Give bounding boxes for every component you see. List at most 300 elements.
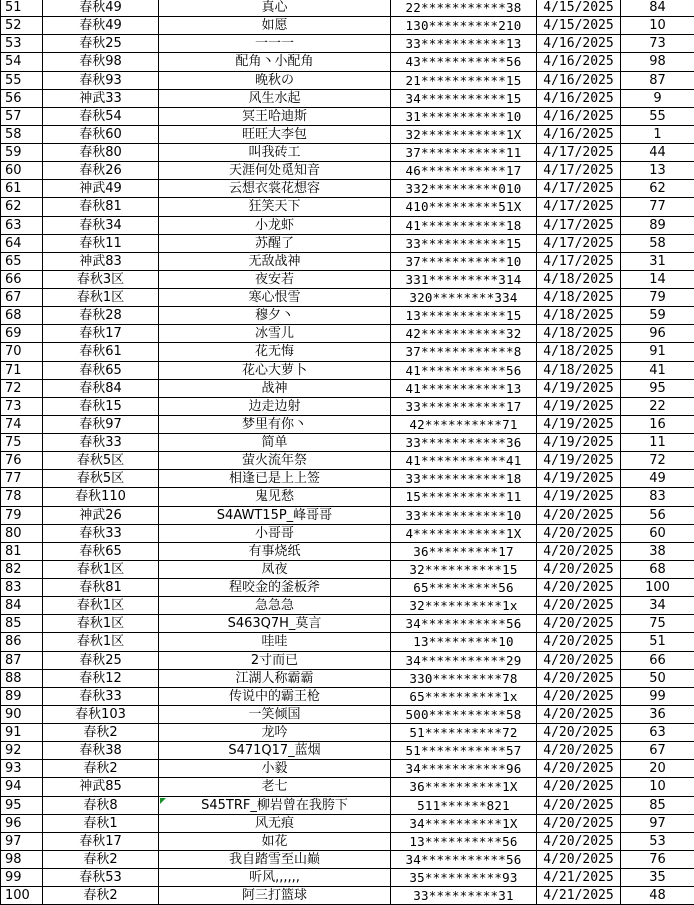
masked-id-cell[interactable]: 65*********56 bbox=[391, 579, 537, 597]
player-name-cell[interactable]: 老七 bbox=[159, 778, 391, 796]
score-cell[interactable]: 66 bbox=[621, 651, 694, 669]
player-name-cell[interactable]: 云想衣裳花想容 bbox=[159, 180, 391, 198]
row-number-cell[interactable]: 77 bbox=[1, 470, 43, 488]
player-name-cell[interactable]: 花心大萝卜 bbox=[159, 361, 391, 379]
player-name-cell[interactable]: 风无痕 bbox=[159, 814, 391, 832]
date-cell[interactable]: 4/19/2025 bbox=[537, 488, 621, 506]
score-cell[interactable]: 87 bbox=[621, 71, 694, 89]
player-name-cell[interactable]: 天涯何处觅知音 bbox=[159, 162, 391, 180]
score-cell[interactable]: 48 bbox=[621, 887, 694, 905]
date-cell[interactable]: 4/20/2025 bbox=[537, 669, 621, 687]
row-number-cell[interactable]: 93 bbox=[1, 760, 43, 778]
date-cell[interactable]: 4/18/2025 bbox=[537, 307, 621, 325]
server-zone-cell[interactable]: 春秋65 bbox=[43, 542, 159, 560]
server-zone-cell[interactable]: 春秋1区 bbox=[43, 597, 159, 615]
date-cell[interactable]: 4/17/2025 bbox=[537, 198, 621, 216]
row-number-cell[interactable]: 81 bbox=[1, 542, 43, 560]
player-name-cell[interactable]: 花无悔 bbox=[159, 343, 391, 361]
server-zone-cell[interactable]: 春秋34 bbox=[43, 216, 159, 234]
score-cell[interactable]: 16 bbox=[621, 415, 694, 433]
player-name-cell[interactable]: 真心 bbox=[159, 0, 391, 17]
date-cell[interactable]: 4/20/2025 bbox=[537, 778, 621, 796]
server-zone-cell[interactable]: 神武33 bbox=[43, 89, 159, 107]
server-zone-cell[interactable]: 春秋53 bbox=[43, 869, 159, 887]
score-cell[interactable]: 59 bbox=[621, 307, 694, 325]
server-zone-cell[interactable]: 春秋5区 bbox=[43, 470, 159, 488]
row-number-cell[interactable]: 72 bbox=[1, 379, 43, 397]
masked-id-cell[interactable]: 42***********32 bbox=[391, 325, 537, 343]
score-cell[interactable]: 13 bbox=[621, 162, 694, 180]
date-cell[interactable]: 4/18/2025 bbox=[537, 343, 621, 361]
date-cell[interactable]: 4/16/2025 bbox=[537, 107, 621, 125]
row-number-cell[interactable]: 70 bbox=[1, 343, 43, 361]
masked-id-cell[interactable]: 32**********15 bbox=[391, 560, 537, 578]
date-cell[interactable]: 4/17/2025 bbox=[537, 162, 621, 180]
row-number-cell[interactable]: 89 bbox=[1, 687, 43, 705]
player-name-cell[interactable]: 急急急 bbox=[159, 597, 391, 615]
row-number-cell[interactable]: 85 bbox=[1, 615, 43, 633]
score-cell[interactable]: 11 bbox=[621, 434, 694, 452]
score-cell[interactable]: 79 bbox=[621, 289, 694, 307]
date-cell[interactable]: 4/20/2025 bbox=[537, 542, 621, 560]
score-cell[interactable]: 98 bbox=[621, 53, 694, 71]
date-cell[interactable]: 4/20/2025 bbox=[537, 651, 621, 669]
masked-id-cell[interactable]: 13*********10 bbox=[391, 633, 537, 651]
row-number-cell[interactable]: 67 bbox=[1, 289, 43, 307]
score-cell[interactable]: 99 bbox=[621, 687, 694, 705]
date-cell[interactable]: 4/16/2025 bbox=[537, 53, 621, 71]
score-cell[interactable]: 14 bbox=[621, 270, 694, 288]
player-name-cell[interactable]: 阿三打篮球 bbox=[159, 887, 391, 905]
masked-id-cell[interactable]: 34***********29 bbox=[391, 651, 537, 669]
row-number-cell[interactable]: 52 bbox=[1, 17, 43, 35]
player-name-cell[interactable]: 战神 bbox=[159, 379, 391, 397]
score-cell[interactable]: 84 bbox=[621, 0, 694, 17]
row-number-cell[interactable]: 53 bbox=[1, 35, 43, 53]
server-zone-cell[interactable]: 春秋28 bbox=[43, 307, 159, 325]
row-number-cell[interactable]: 83 bbox=[1, 579, 43, 597]
masked-id-cell[interactable]: 65**********1x bbox=[391, 687, 537, 705]
score-cell[interactable]: 83 bbox=[621, 488, 694, 506]
server-zone-cell[interactable]: 春秋1区 bbox=[43, 615, 159, 633]
server-zone-cell[interactable]: 春秋26 bbox=[43, 162, 159, 180]
masked-id-cell[interactable]: 41***********56 bbox=[391, 361, 537, 379]
server-zone-cell[interactable]: 春秋12 bbox=[43, 669, 159, 687]
player-name-cell[interactable]: 狂笑天下 bbox=[159, 198, 391, 216]
score-cell[interactable]: 58 bbox=[621, 234, 694, 252]
player-name-cell[interactable]: 夜安若 bbox=[159, 270, 391, 288]
date-cell[interactable]: 4/19/2025 bbox=[537, 379, 621, 397]
date-cell[interactable]: 4/19/2025 bbox=[537, 452, 621, 470]
score-cell[interactable]: 85 bbox=[621, 796, 694, 814]
date-cell[interactable]: 4/21/2025 bbox=[537, 887, 621, 905]
row-number-cell[interactable]: 61 bbox=[1, 180, 43, 198]
masked-id-cell[interactable]: 37***********11 bbox=[391, 144, 537, 162]
player-name-cell[interactable]: 风生水起 bbox=[159, 89, 391, 107]
score-cell[interactable]: 55 bbox=[621, 107, 694, 125]
masked-id-cell[interactable]: 36*********17 bbox=[391, 542, 537, 560]
server-zone-cell[interactable]: 春秋2 bbox=[43, 850, 159, 868]
server-zone-cell[interactable]: 春秋1区 bbox=[43, 633, 159, 651]
masked-id-cell[interactable]: 15***********11 bbox=[391, 488, 537, 506]
date-cell[interactable]: 4/20/2025 bbox=[537, 579, 621, 597]
player-name-cell[interactable]: 程咬金的釜板斧 bbox=[159, 579, 391, 597]
masked-id-cell[interactable]: 37***********10 bbox=[391, 252, 537, 270]
date-cell[interactable]: 4/15/2025 bbox=[537, 17, 621, 35]
masked-id-cell[interactable]: 34**********1X bbox=[391, 814, 537, 832]
date-cell[interactable]: 4/20/2025 bbox=[537, 524, 621, 542]
row-number-cell[interactable]: 96 bbox=[1, 814, 43, 832]
date-cell[interactable]: 4/18/2025 bbox=[537, 325, 621, 343]
score-cell[interactable]: 9 bbox=[621, 89, 694, 107]
player-name-cell[interactable]: 晚秋の bbox=[159, 71, 391, 89]
score-cell[interactable]: 49 bbox=[621, 470, 694, 488]
date-cell[interactable]: 4/17/2025 bbox=[537, 216, 621, 234]
row-number-cell[interactable]: 88 bbox=[1, 669, 43, 687]
masked-id-cell[interactable]: 34***********15 bbox=[391, 89, 537, 107]
masked-id-cell[interactable]: 33***********36 bbox=[391, 434, 537, 452]
server-zone-cell[interactable]: 春秋33 bbox=[43, 434, 159, 452]
masked-id-cell[interactable]: 32***********1X bbox=[391, 125, 537, 143]
row-number-cell[interactable]: 95 bbox=[1, 796, 43, 814]
score-cell[interactable]: 100 bbox=[621, 579, 694, 597]
row-number-cell[interactable]: 51 bbox=[1, 0, 43, 17]
server-zone-cell[interactable]: 春秋38 bbox=[43, 742, 159, 760]
row-number-cell[interactable]: 87 bbox=[1, 651, 43, 669]
masked-id-cell[interactable]: 33*********31 bbox=[391, 887, 537, 905]
score-cell[interactable]: 67 bbox=[621, 742, 694, 760]
player-name-cell[interactable]: 萤火流年祭 bbox=[159, 452, 391, 470]
date-cell[interactable]: 4/17/2025 bbox=[537, 252, 621, 270]
date-cell[interactable]: 4/20/2025 bbox=[537, 760, 621, 778]
row-number-cell[interactable]: 58 bbox=[1, 125, 43, 143]
row-number-cell[interactable]: 57 bbox=[1, 107, 43, 125]
player-name-cell[interactable]: 听风,,,,,, bbox=[159, 869, 391, 887]
score-cell[interactable]: 72 bbox=[621, 452, 694, 470]
player-name-cell[interactable]: 如花 bbox=[159, 832, 391, 850]
date-cell[interactable]: 4/20/2025 bbox=[537, 597, 621, 615]
player-name-cell[interactable]: 小龙虾 bbox=[159, 216, 391, 234]
row-number-cell[interactable]: 74 bbox=[1, 415, 43, 433]
row-number-cell[interactable]: 99 bbox=[1, 869, 43, 887]
player-name-cell[interactable]: 一一一 bbox=[159, 35, 391, 53]
score-cell[interactable]: 56 bbox=[621, 506, 694, 524]
date-cell[interactable]: 4/20/2025 bbox=[537, 705, 621, 723]
date-cell[interactable]: 4/18/2025 bbox=[537, 270, 621, 288]
row-number-cell[interactable]: 82 bbox=[1, 560, 43, 578]
player-name-cell[interactable]: 冥王哈迪斯 bbox=[159, 107, 391, 125]
date-cell[interactable]: 4/20/2025 bbox=[537, 615, 621, 633]
row-number-cell[interactable]: 69 bbox=[1, 325, 43, 343]
masked-id-cell[interactable]: 21***********15 bbox=[391, 71, 537, 89]
row-number-cell[interactable]: 79 bbox=[1, 506, 43, 524]
masked-id-cell[interactable]: 13**********56 bbox=[391, 832, 537, 850]
row-number-cell[interactable]: 94 bbox=[1, 778, 43, 796]
server-zone-cell[interactable]: 春秋1区 bbox=[43, 560, 159, 578]
server-zone-cell[interactable]: 春秋25 bbox=[43, 651, 159, 669]
score-cell[interactable]: 34 bbox=[621, 597, 694, 615]
server-zone-cell[interactable]: 春秋97 bbox=[43, 415, 159, 433]
server-zone-cell[interactable]: 春秋3区 bbox=[43, 270, 159, 288]
date-cell[interactable]: 4/19/2025 bbox=[537, 434, 621, 452]
score-cell[interactable]: 38 bbox=[621, 542, 694, 560]
score-cell[interactable]: 91 bbox=[621, 343, 694, 361]
player-name-cell[interactable]: 苏醒了 bbox=[159, 234, 391, 252]
player-name-cell[interactable]: 穆夕丶 bbox=[159, 307, 391, 325]
player-name-cell[interactable]: 龙吟 bbox=[159, 724, 391, 742]
server-zone-cell[interactable]: 春秋65 bbox=[43, 361, 159, 379]
server-zone-cell[interactable]: 神武83 bbox=[43, 252, 159, 270]
player-name-cell[interactable]: 如愿 bbox=[159, 17, 391, 35]
server-zone-cell[interactable]: 春秋33 bbox=[43, 524, 159, 542]
player-name-cell[interactable]: 梦里有你丶 bbox=[159, 415, 391, 433]
score-cell[interactable]: 36 bbox=[621, 705, 694, 723]
score-cell[interactable]: 1 bbox=[621, 125, 694, 143]
server-zone-cell[interactable]: 春秋60 bbox=[43, 125, 159, 143]
score-cell[interactable]: 51 bbox=[621, 633, 694, 651]
server-zone-cell[interactable]: 神武49 bbox=[43, 180, 159, 198]
date-cell[interactable]: 4/19/2025 bbox=[537, 397, 621, 415]
server-zone-cell[interactable]: 春秋1 bbox=[43, 814, 159, 832]
date-cell[interactable]: 4/20/2025 bbox=[537, 560, 621, 578]
score-cell[interactable]: 44 bbox=[621, 144, 694, 162]
masked-id-cell[interactable]: 33***********13 bbox=[391, 35, 537, 53]
player-name-cell[interactable]: 一笑倾国 bbox=[159, 705, 391, 723]
server-zone-cell[interactable]: 春秋2 bbox=[43, 760, 159, 778]
date-cell[interactable]: 4/20/2025 bbox=[537, 796, 621, 814]
score-cell[interactable]: 77 bbox=[621, 198, 694, 216]
server-zone-cell[interactable]: 春秋49 bbox=[43, 17, 159, 35]
server-zone-cell[interactable]: 神武26 bbox=[43, 506, 159, 524]
score-cell[interactable]: 60 bbox=[621, 524, 694, 542]
score-cell[interactable]: 73 bbox=[621, 35, 694, 53]
masked-id-cell[interactable]: 33***********17 bbox=[391, 397, 537, 415]
score-cell[interactable]: 68 bbox=[621, 560, 694, 578]
masked-id-cell[interactable]: 500**********58 bbox=[391, 705, 537, 723]
player-name-cell[interactable]: S45TRF_柳岩曾在我胯下 bbox=[159, 796, 391, 814]
row-number-cell[interactable]: 100 bbox=[1, 887, 43, 905]
masked-id-cell[interactable]: 35**********93 bbox=[391, 869, 537, 887]
server-zone-cell[interactable]: 春秋54 bbox=[43, 107, 159, 125]
date-cell[interactable]: 4/17/2025 bbox=[537, 144, 621, 162]
row-number-cell[interactable]: 60 bbox=[1, 162, 43, 180]
masked-id-cell[interactable]: 33***********18 bbox=[391, 470, 537, 488]
player-name-cell[interactable]: 配角丶小配角 bbox=[159, 53, 391, 71]
score-cell[interactable]: 53 bbox=[621, 832, 694, 850]
row-number-cell[interactable]: 76 bbox=[1, 452, 43, 470]
masked-id-cell[interactable]: 34***********56 bbox=[391, 850, 537, 868]
date-cell[interactable]: 4/20/2025 bbox=[537, 687, 621, 705]
masked-id-cell[interactable]: 31***********10 bbox=[391, 107, 537, 125]
server-zone-cell[interactable]: 春秋17 bbox=[43, 325, 159, 343]
score-cell[interactable]: 63 bbox=[621, 724, 694, 742]
player-name-cell[interactable]: S463Q7H_莫言 bbox=[159, 615, 391, 633]
player-name-cell[interactable]: 旺旺大李包 bbox=[159, 125, 391, 143]
date-cell[interactable]: 4/19/2025 bbox=[537, 415, 621, 433]
score-cell[interactable]: 10 bbox=[621, 17, 694, 35]
masked-id-cell[interactable]: 320********334 bbox=[391, 289, 537, 307]
server-zone-cell[interactable]: 春秋110 bbox=[43, 488, 159, 506]
server-zone-cell[interactable]: 春秋25 bbox=[43, 35, 159, 53]
date-cell[interactable]: 4/20/2025 bbox=[537, 742, 621, 760]
player-name-cell[interactable]: 叫我砖工 bbox=[159, 144, 391, 162]
player-name-cell[interactable]: 有事烧纸 bbox=[159, 542, 391, 560]
masked-id-cell[interactable]: 34***********56 bbox=[391, 615, 537, 633]
masked-id-cell[interactable]: 330*********78 bbox=[391, 669, 537, 687]
masked-id-cell[interactable]: 41***********41 bbox=[391, 452, 537, 470]
score-cell[interactable]: 22 bbox=[621, 397, 694, 415]
row-number-cell[interactable]: 62 bbox=[1, 198, 43, 216]
score-cell[interactable]: 96 bbox=[621, 325, 694, 343]
row-number-cell[interactable]: 56 bbox=[1, 89, 43, 107]
masked-id-cell[interactable]: 42**********71 bbox=[391, 415, 537, 433]
server-zone-cell[interactable]: 春秋2 bbox=[43, 724, 159, 742]
server-zone-cell[interactable]: 春秋15 bbox=[43, 397, 159, 415]
masked-id-cell[interactable]: 41***********13 bbox=[391, 379, 537, 397]
player-name-cell[interactable]: 凤夜 bbox=[159, 560, 391, 578]
server-zone-cell[interactable]: 春秋33 bbox=[43, 687, 159, 705]
masked-id-cell[interactable]: 4************1X bbox=[391, 524, 537, 542]
server-zone-cell[interactable]: 春秋103 bbox=[43, 705, 159, 723]
player-name-cell[interactable]: S4AWT15P_峰哥哥 bbox=[159, 506, 391, 524]
date-cell[interactable]: 4/16/2025 bbox=[537, 89, 621, 107]
date-cell[interactable]: 4/19/2025 bbox=[537, 470, 621, 488]
player-name-cell[interactable]: 无敌战神 bbox=[159, 252, 391, 270]
masked-id-cell[interactable]: 410*********51X bbox=[391, 198, 537, 216]
score-cell[interactable]: 75 bbox=[621, 615, 694, 633]
row-number-cell[interactable]: 86 bbox=[1, 633, 43, 651]
player-name-cell[interactable]: 江湖人称霸霸 bbox=[159, 669, 391, 687]
player-name-cell[interactable]: 鬼见愁 bbox=[159, 488, 391, 506]
server-zone-cell[interactable]: 春秋98 bbox=[43, 53, 159, 71]
player-name-cell[interactable]: 2寸而已 bbox=[159, 651, 391, 669]
row-number-cell[interactable]: 66 bbox=[1, 270, 43, 288]
masked-id-cell[interactable]: 41***********18 bbox=[391, 216, 537, 234]
server-zone-cell[interactable]: 春秋81 bbox=[43, 579, 159, 597]
masked-id-cell[interactable]: 46***********17 bbox=[391, 162, 537, 180]
player-name-cell[interactable]: 哇哇 bbox=[159, 633, 391, 651]
player-name-cell[interactable]: 我自踏雪至山巅 bbox=[159, 850, 391, 868]
score-cell[interactable]: 41 bbox=[621, 361, 694, 379]
date-cell[interactable]: 4/16/2025 bbox=[537, 35, 621, 53]
server-zone-cell[interactable]: 春秋80 bbox=[43, 144, 159, 162]
masked-id-cell[interactable]: 32**********1x bbox=[391, 597, 537, 615]
score-cell[interactable]: 35 bbox=[621, 869, 694, 887]
date-cell[interactable]: 4/16/2025 bbox=[537, 125, 621, 143]
score-cell[interactable]: 20 bbox=[621, 760, 694, 778]
masked-id-cell[interactable]: 37************8 bbox=[391, 343, 537, 361]
date-cell[interactable]: 4/16/2025 bbox=[537, 71, 621, 89]
player-name-cell[interactable]: S471Q17_蓝烟 bbox=[159, 742, 391, 760]
score-cell[interactable]: 31 bbox=[621, 252, 694, 270]
masked-id-cell[interactable]: 511******821 bbox=[391, 796, 537, 814]
player-name-cell[interactable]: 传说中的霸王枪 bbox=[159, 687, 391, 705]
player-name-cell[interactable]: 简单 bbox=[159, 434, 391, 452]
server-zone-cell[interactable]: 春秋93 bbox=[43, 71, 159, 89]
row-number-cell[interactable]: 73 bbox=[1, 397, 43, 415]
row-number-cell[interactable]: 84 bbox=[1, 597, 43, 615]
server-zone-cell[interactable]: 春秋84 bbox=[43, 379, 159, 397]
row-number-cell[interactable]: 97 bbox=[1, 832, 43, 850]
player-name-cell[interactable]: 冰雪儿 bbox=[159, 325, 391, 343]
date-cell[interactable]: 4/20/2025 bbox=[537, 506, 621, 524]
masked-id-cell[interactable]: 331*********314 bbox=[391, 270, 537, 288]
server-zone-cell[interactable]: 春秋8 bbox=[43, 796, 159, 814]
score-cell[interactable]: 62 bbox=[621, 180, 694, 198]
masked-id-cell[interactable]: 130*********210 bbox=[391, 17, 537, 35]
date-cell[interactable]: 4/20/2025 bbox=[537, 814, 621, 832]
masked-id-cell[interactable]: 51**********72 bbox=[391, 724, 537, 742]
date-cell[interactable]: 4/20/2025 bbox=[537, 724, 621, 742]
row-number-cell[interactable]: 64 bbox=[1, 234, 43, 252]
date-cell[interactable]: 4/18/2025 bbox=[537, 289, 621, 307]
server-zone-cell[interactable]: 春秋11 bbox=[43, 234, 159, 252]
masked-id-cell[interactable]: 36**********1X bbox=[391, 778, 537, 796]
score-cell[interactable]: 10 bbox=[621, 778, 694, 796]
date-cell[interactable]: 4/21/2025 bbox=[537, 869, 621, 887]
masked-id-cell[interactable]: 51***********57 bbox=[391, 742, 537, 760]
server-zone-cell[interactable]: 春秋49 bbox=[43, 0, 159, 17]
player-name-cell[interactable]: 小哥哥 bbox=[159, 524, 391, 542]
date-cell[interactable]: 4/17/2025 bbox=[537, 180, 621, 198]
masked-id-cell[interactable]: 332*********010 bbox=[391, 180, 537, 198]
player-name-cell[interactable]: 小毅 bbox=[159, 760, 391, 778]
date-cell[interactable]: 4/20/2025 bbox=[537, 832, 621, 850]
row-number-cell[interactable]: 78 bbox=[1, 488, 43, 506]
server-zone-cell[interactable]: 春秋1区 bbox=[43, 289, 159, 307]
row-number-cell[interactable]: 98 bbox=[1, 850, 43, 868]
date-cell[interactable]: 4/17/2025 bbox=[537, 234, 621, 252]
score-cell[interactable]: 89 bbox=[621, 216, 694, 234]
row-number-cell[interactable]: 63 bbox=[1, 216, 43, 234]
server-zone-cell[interactable]: 春秋81 bbox=[43, 198, 159, 216]
row-number-cell[interactable]: 80 bbox=[1, 524, 43, 542]
score-cell[interactable]: 50 bbox=[621, 669, 694, 687]
row-number-cell[interactable]: 71 bbox=[1, 361, 43, 379]
masked-id-cell[interactable]: 34***********96 bbox=[391, 760, 537, 778]
row-number-cell[interactable]: 55 bbox=[1, 71, 43, 89]
date-cell[interactable]: 4/15/2025 bbox=[537, 0, 621, 17]
score-cell[interactable]: 97 bbox=[621, 814, 694, 832]
row-number-cell[interactable]: 91 bbox=[1, 724, 43, 742]
player-name-cell[interactable]: 相逢已是上上签 bbox=[159, 470, 391, 488]
masked-id-cell[interactable]: 33***********10 bbox=[391, 506, 537, 524]
date-cell[interactable]: 4/20/2025 bbox=[537, 850, 621, 868]
score-cell[interactable]: 95 bbox=[621, 379, 694, 397]
masked-id-cell[interactable]: 43***********56 bbox=[391, 53, 537, 71]
server-zone-cell[interactable]: 春秋5区 bbox=[43, 452, 159, 470]
row-number-cell[interactable]: 59 bbox=[1, 144, 43, 162]
row-number-cell[interactable]: 54 bbox=[1, 53, 43, 71]
row-number-cell[interactable]: 65 bbox=[1, 252, 43, 270]
row-number-cell[interactable]: 75 bbox=[1, 434, 43, 452]
server-zone-cell[interactable]: 春秋17 bbox=[43, 832, 159, 850]
player-name-cell[interactable]: 边走边射 bbox=[159, 397, 391, 415]
row-number-cell[interactable]: 92 bbox=[1, 742, 43, 760]
server-zone-cell[interactable]: 春秋2 bbox=[43, 887, 159, 905]
date-cell[interactable]: 4/18/2025 bbox=[537, 361, 621, 379]
masked-id-cell[interactable]: 22***********38 bbox=[391, 0, 537, 17]
masked-id-cell[interactable]: 13***********15 bbox=[391, 307, 537, 325]
date-cell[interactable]: 4/20/2025 bbox=[537, 633, 621, 651]
score-cell[interactable]: 76 bbox=[621, 850, 694, 868]
server-zone-cell[interactable]: 神武85 bbox=[43, 778, 159, 796]
row-number-cell[interactable]: 90 bbox=[1, 705, 43, 723]
server-zone-cell[interactable]: 春秋61 bbox=[43, 343, 159, 361]
player-name-cell[interactable]: 寒心恨雪 bbox=[159, 289, 391, 307]
row-number-cell[interactable]: 68 bbox=[1, 307, 43, 325]
masked-id-cell[interactable]: 33***********15 bbox=[391, 234, 537, 252]
